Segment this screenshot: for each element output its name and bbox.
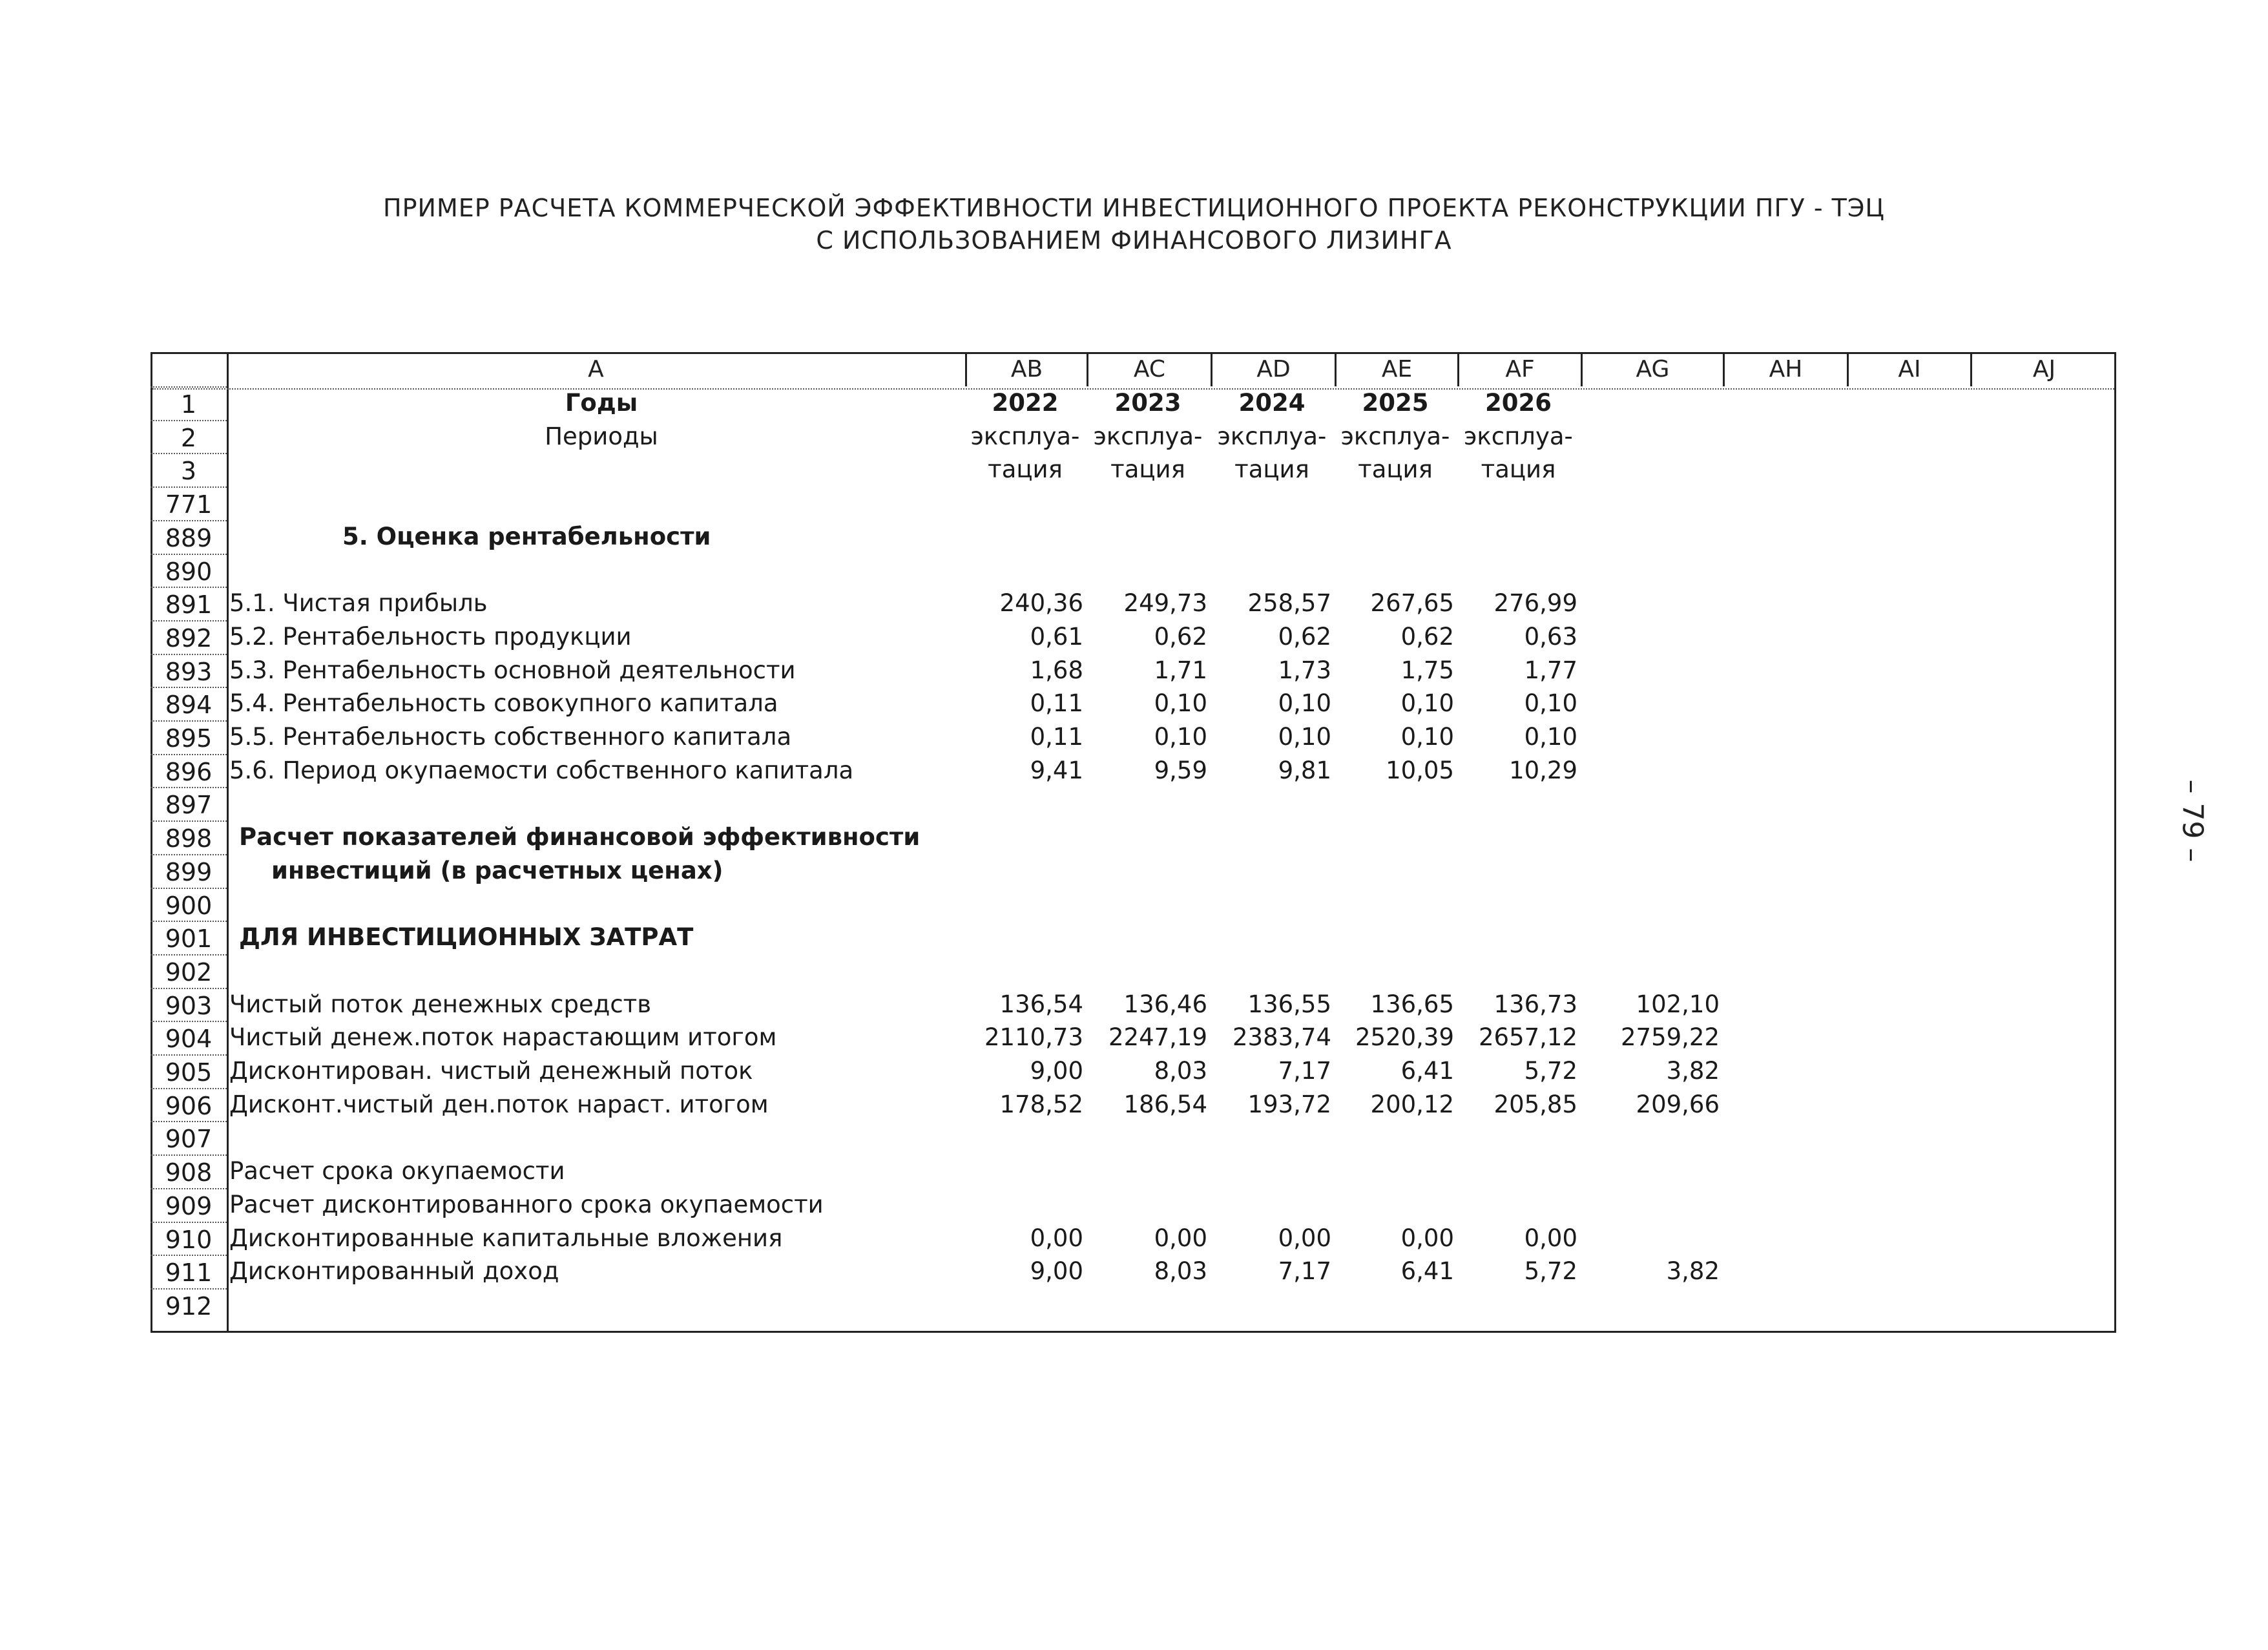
column-header-ag[interactable]: AG (1583, 352, 1725, 386)
row-label: Дисконтирован. чистый денежный поток (229, 1057, 753, 1085)
row-number[interactable]: 894 (151, 687, 227, 720)
cell-value-ag[interactable]: 102,10 (1636, 990, 1720, 1018)
row-label: Расчет срока окупаемости (229, 1157, 565, 1185)
row-label: Дисконт.чистый ден.поток нараст. итогом (229, 1090, 769, 1118)
row-number[interactable]: 899 (151, 854, 227, 888)
cell-value-af[interactable]: 2026 (1485, 389, 1552, 417)
cell-value-ac[interactable]: 249,73 (1123, 589, 1207, 618)
cell-value-ae[interactable]: 0,00 (1400, 1224, 1454, 1252)
cell-value-ab[interactable]: 1,68 (1030, 656, 1083, 684)
row-number[interactable]: 2 (151, 420, 227, 454)
cell-value-ad[interactable]: 136,55 (1247, 990, 1331, 1018)
cell-value-ad[interactable]: 7,17 (1278, 1257, 1331, 1286)
cell-value-ae[interactable]: 0,62 (1400, 622, 1454, 651)
cell-value-af[interactable]: 0,10 (1524, 723, 1577, 751)
row-label: ДЛЯ ИНВЕСТИЦИОННЫХ ЗАТРАТ (239, 923, 694, 952)
cell-value-ab[interactable]: 178,52 (999, 1090, 1083, 1118)
row-number[interactable]: 897 (151, 787, 227, 820)
row-number[interactable]: 901 (151, 921, 227, 954)
row-label: Расчет показателей финансовой эффективности (239, 823, 921, 851)
cell-value-ae[interactable]: 6,41 (1400, 1257, 1454, 1286)
row-number[interactable]: 906 (151, 1088, 227, 1122)
cell-value-af[interactable]: 2657,12 (1478, 1023, 1577, 1052)
row-label: инвестиций (в расчетных ценах) (271, 856, 723, 884)
cell-value-ac[interactable]: 0,10 (1154, 723, 1207, 751)
cell-value-af[interactable]: 1,77 (1524, 656, 1577, 684)
cell-value-ac[interactable]: 0,62 (1154, 622, 1207, 651)
row-label: 5.2. Рентабельность продукции (229, 622, 632, 651)
cell-value-ag[interactable]: 3,82 (1666, 1257, 1720, 1286)
page-number: – 79 – (2176, 779, 2209, 862)
document-title-line1: ПРИМЕР РАСЧЕТА КОММЕРЧЕСКОЙ ЭФФЕКТИВНОСТИ ИНВЕСТИЦИОННОГО ПРОЕКТА РЕКОНСТРУКЦИИ ПГУ - ТЭЦ (383, 194, 1885, 222)
cell-value-ae[interactable]: 6,41 (1400, 1057, 1454, 1085)
cell-value-ab[interactable]: 2022 (992, 389, 1059, 417)
row-number[interactable]: 898 (151, 820, 227, 854)
column-header-ab[interactable]: AB (967, 352, 1088, 386)
cell-value-af[interactable]: 0,10 (1524, 689, 1577, 718)
cell-value-ac[interactable]: 1,71 (1154, 656, 1207, 684)
row-label: 5.1. Чистая прибыль (229, 589, 488, 618)
cell-value-ae[interactable]: 0,10 (1400, 723, 1454, 751)
cell-value-ac[interactable]: 0,10 (1154, 689, 1207, 718)
row-number[interactable]: 895 (151, 720, 227, 754)
cell-value-ad[interactable]: 258,57 (1247, 589, 1331, 618)
cell-value-ac[interactable]: 0,00 (1154, 1224, 1207, 1252)
cell-value-ab[interactable]: 9,41 (1030, 756, 1083, 784)
row-number[interactable]: 890 (151, 554, 227, 587)
row-number[interactable]: 771 (151, 486, 227, 520)
row-label: 5.4. Рентабельность совокупного капитала (229, 689, 778, 718)
row-label: 5.3. Рентабельность основной деятельности (229, 656, 796, 684)
column-header-aj[interactable]: AJ (2032, 356, 2056, 382)
row-number[interactable]: 911 (151, 1255, 227, 1288)
cell-value-af[interactable]: 0,00 (1524, 1224, 1577, 1252)
row-number[interactable]: 3 (151, 453, 227, 486)
cell-value-ae[interactable]: 136,65 (1370, 990, 1454, 1018)
row-number[interactable]: 900 (151, 888, 227, 921)
row-number[interactable]: 892 (151, 620, 227, 654)
row-label: 5. Оценка рентабельности (342, 522, 711, 550)
cell-value-ag[interactable]: 2759,22 (1620, 1023, 1720, 1052)
cell-value-af[interactable]: 10,29 (1509, 756, 1577, 784)
row-label: Периоды (545, 422, 658, 450)
cell-value-ab[interactable]: 0,11 (1030, 723, 1083, 751)
cell-value-ae[interactable]: 10,05 (1386, 756, 1454, 784)
cell-value-ad[interactable]: 0,00 (1278, 1224, 1331, 1252)
cell-value-ad[interactable]: 0,10 (1278, 689, 1331, 718)
row-label: Чистый денеж.поток нарастающим итогом (229, 1023, 777, 1052)
cell-value-ab[interactable]: 0,61 (1030, 622, 1083, 651)
cell-value-ad[interactable]: 9,81 (1278, 756, 1331, 784)
column-header-ad[interactable]: AD (1212, 352, 1337, 386)
cell-value-af[interactable]: эксплуа- (1464, 422, 1573, 450)
cell-value-af[interactable]: 5,72 (1524, 1057, 1577, 1085)
row-number[interactable]: 907 (151, 1121, 227, 1154)
cell-value-ad[interactable]: 2383,74 (1232, 1023, 1331, 1052)
row-label: Дисконтированные капитальные вложения (229, 1224, 783, 1252)
row-label: 5.6. Период окупаемости собственного капитала (229, 756, 854, 784)
row-label: 5.5. Рентабельность собственного капитала (229, 723, 792, 751)
cell-value-ac[interactable]: 8,03 (1154, 1257, 1207, 1286)
row-number[interactable]: 896 (151, 754, 227, 788)
cell-value-ab[interactable]: тация (988, 455, 1063, 484)
column-header-ae[interactable]: AE (1337, 352, 1459, 386)
cell-value-ad[interactable]: 1,73 (1278, 656, 1331, 684)
row-number[interactable]: 893 (151, 654, 227, 687)
row-label: Расчет дисконтированного срока окупаемости (229, 1190, 824, 1218)
cell-value-ae[interactable]: 267,65 (1370, 589, 1454, 618)
cell-value-af[interactable]: 276,99 (1493, 589, 1577, 618)
cell-value-ab[interactable]: 2110,73 (984, 1023, 1083, 1052)
cell-value-ac[interactable]: 186,54 (1123, 1090, 1207, 1118)
cell-value-ae[interactable]: эксплуа- (1340, 422, 1450, 450)
cell-value-af[interactable]: 205,85 (1493, 1090, 1577, 1118)
row-number[interactable]: 910 (151, 1222, 227, 1255)
cell-value-ac[interactable]: тация (1110, 455, 1185, 484)
row-number[interactable]: 889 (151, 520, 227, 554)
cell-value-ad[interactable]: тация (1234, 455, 1309, 484)
row-number[interactable]: 908 (151, 1154, 227, 1188)
cell-value-af[interactable]: 136,73 (1493, 990, 1577, 1018)
row-number[interactable]: 912 (151, 1288, 227, 1322)
cell-value-ac[interactable]: 9,59 (1154, 756, 1207, 784)
cell-value-ad[interactable]: 193,72 (1247, 1090, 1331, 1118)
cell-value-ad[interactable]: 7,17 (1278, 1057, 1331, 1085)
row-number[interactable]: 903 (151, 988, 227, 1021)
cell-value-ab[interactable]: эксплуа- (970, 422, 1080, 450)
column-header-ac[interactable]: AC (1088, 352, 1212, 386)
cell-value-ab[interactable]: 9,00 (1030, 1257, 1083, 1286)
cell-value-ab[interactable]: 9,00 (1030, 1057, 1083, 1085)
cell-value-af[interactable]: тация (1481, 455, 1556, 484)
cell-value-ae[interactable]: 1,75 (1400, 656, 1454, 684)
cell-value-af[interactable]: 0,63 (1524, 622, 1577, 651)
cell-value-ab[interactable]: 0,00 (1030, 1224, 1083, 1252)
cell-value-ae[interactable]: 200,12 (1370, 1090, 1454, 1118)
cell-value-ad[interactable]: 2024 (1238, 389, 1306, 417)
cell-value-ac[interactable]: 136,46 (1123, 990, 1207, 1018)
column-header-a[interactable]: A (227, 352, 967, 386)
column-header-ah[interactable]: AH (1725, 352, 1849, 386)
cell-value-ac[interactable]: 2247,19 (1108, 1023, 1207, 1052)
cell-value-ad[interactable]: эксплуа- (1217, 422, 1327, 450)
cell-value-ag[interactable]: 209,66 (1636, 1090, 1720, 1118)
cell-value-af[interactable]: 5,72 (1524, 1257, 1577, 1286)
row-number[interactable]: 891 (151, 587, 227, 620)
cell-value-ab[interactable]: 136,54 (999, 990, 1083, 1018)
cell-value-ag[interactable]: 3,82 (1666, 1057, 1720, 1085)
cell-value-ab[interactable]: 0,11 (1030, 689, 1083, 718)
row-number[interactable]: 904 (151, 1021, 227, 1054)
row-number[interactable]: 909 (151, 1188, 227, 1222)
row-number[interactable]: 902 (151, 954, 227, 988)
cell-value-ad[interactable]: 0,62 (1278, 622, 1331, 651)
row-label: Дисконтированный доход (229, 1257, 559, 1286)
column-header-af[interactable]: AF (1459, 352, 1583, 386)
cell-value-ab[interactable]: 240,36 (999, 589, 1083, 618)
cell-value-ac[interactable]: 2023 (1114, 389, 1181, 417)
row-label: Чистый поток денежных средств (229, 990, 652, 1018)
cell-value-ae[interactable]: 2520,39 (1355, 1023, 1454, 1052)
document-title-line2: С ИСПОЛЬЗОВАНИЕМ ФИНАНСОВОГО ЛИЗИНГА (816, 226, 1452, 255)
row-label: Годы (565, 389, 638, 417)
row-number[interactable]: 905 (151, 1054, 227, 1088)
cell-value-ad[interactable]: 0,10 (1278, 723, 1331, 751)
column-header-ai[interactable]: AI (1849, 352, 1972, 386)
row-number[interactable]: 1 (151, 386, 227, 420)
cell-value-ae[interactable]: 2025 (1362, 389, 1429, 417)
cell-value-ac[interactable]: 8,03 (1154, 1057, 1207, 1085)
cell-value-ae[interactable]: 0,10 (1400, 689, 1454, 718)
cell-value-ac[interactable]: эксплуа- (1093, 422, 1203, 450)
cell-value-ae[interactable]: тация (1358, 455, 1433, 484)
